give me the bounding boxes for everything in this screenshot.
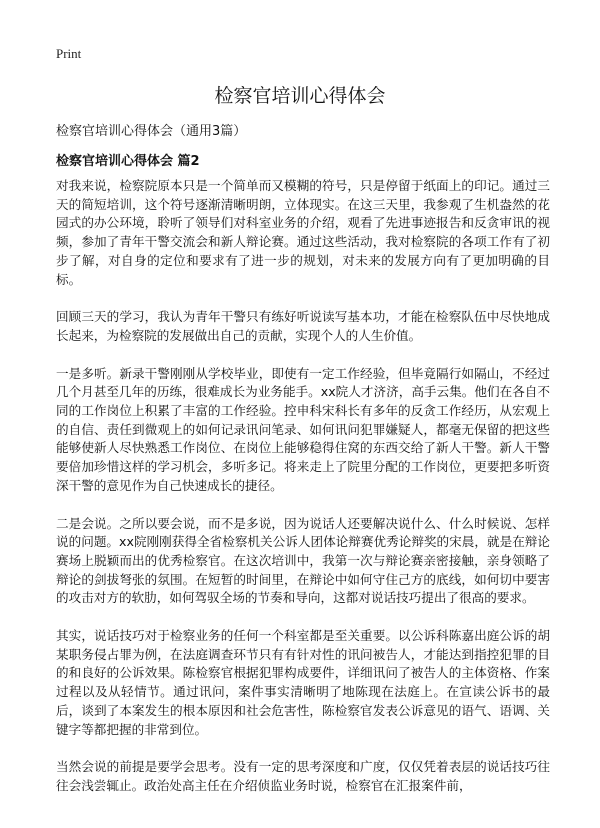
paragraph: 回顾三天的学习，我认为青年干警只有练好听说读写基本功，才能在检察队伍中尽快地成长起来，为检察院的发展做出自己的贡献，实现个人的人生价值。	[56, 309, 550, 343]
print-link[interactable]: Print	[56, 46, 82, 61]
section-heading: 检察官培训心得体会 篇2	[56, 154, 200, 169]
paragraph: 二是会说。之所以要会说，而不是多说，因为说话人还要解决说什么、什么时候说、怎样说的问题。xx院刚刚获得全省检察机关公诉人团体论辩赛优秀论辩奖的宋晨，就是在辩论赛场上脱颖而出的优秀检察官。在这次培训中，我第一次与辩论赛亲密接触，亲身领略了辩论的剑拔弩张的氛围。在短暂的时间里，在辩论中如何守住己方的底线，如何切中要害的攻击对方的软肋，如何驾驭全场的节奏和导向，这都对说话技巧提出了很高的要求。	[56, 515, 550, 606]
page-title: 检察官培训心得体会	[214, 85, 386, 107]
paragraph: 对我来说，检察院原本只是一个简单而又模糊的符号，只是停留于纸面上的印记。通过三天的简短培训，这个符号逐渐清晰明朗，立体现实。在这三天里，我参观了生机盎然的花园式的办公环境，聆听了领导们对科室业务的介绍，观看了先进事迹报告和反贪审讯的视频，参加了青年干警交流会和新人辩论赛。通过这些活动，我对检察院的各项工作有了初步了解，对自身的定位和要求有了进一步的规划，对未来的发展方向有了更加明确的目标。	[56, 178, 550, 287]
paragraph: 一是多听。新录干警刚刚从学校毕业，即使有一定工作经验，但毕竟隔行如隔山，不经过几个月甚至几年的历练，很难成长为业务能手。xx院人才济济，高手云集。他们在各自不同的工作岗位上积累了丰富的工作经验。控申科宋科长有多年的反贪工作经历，从宏观上的自信、责任到微观上的如何记录讯问笔录、如何讯问犯罪嫌疑人，都毫无保留的把这些能够使新人尽快熟悉工作岗位、在岗位上能够稳得住窝的东西交给了新人干警。新人干警要倍加珍惜这样的学习机会，多听多记。将来走上了院里分配的工作岗位，更要把多听资深干警的意见作为自己快速成长的捷径。	[56, 365, 550, 493]
document-subtitle: 检察官培训心得体会（通用3篇）	[56, 124, 247, 139]
article-body	[56, 177, 550, 815]
paragraph: 当然会说的前提是要学会思考。没有一定的思考深度和广度，仅仅凭着表层的说话技巧往往会浅尝辄止。政治处高主任在介绍侦监业务时说，检察官在汇报案件前，	[56, 759, 550, 793]
paragraph: 其实，说话技巧对于检察业务的任何一个科室都是至关重要。以公诉科陈嘉出庭公诉的胡某职务侵占罪为例，在法庭调查环节只有有针对性的讯问被告人，才能达到指控犯罪的目的和良好的公诉效果。陈检察官根据犯罪构成要件，详细讯问了被告人的主体资格、作案过程以及从轻情节。通过讯问，案件事实清晰明了地陈现在法庭上。在宣读公诉书的最后，谈到了本案发生的根本原因和社会危害性，陈检察官发表公诉意见的语气、语调、关键字等都把握的非常到位。	[56, 628, 550, 737]
